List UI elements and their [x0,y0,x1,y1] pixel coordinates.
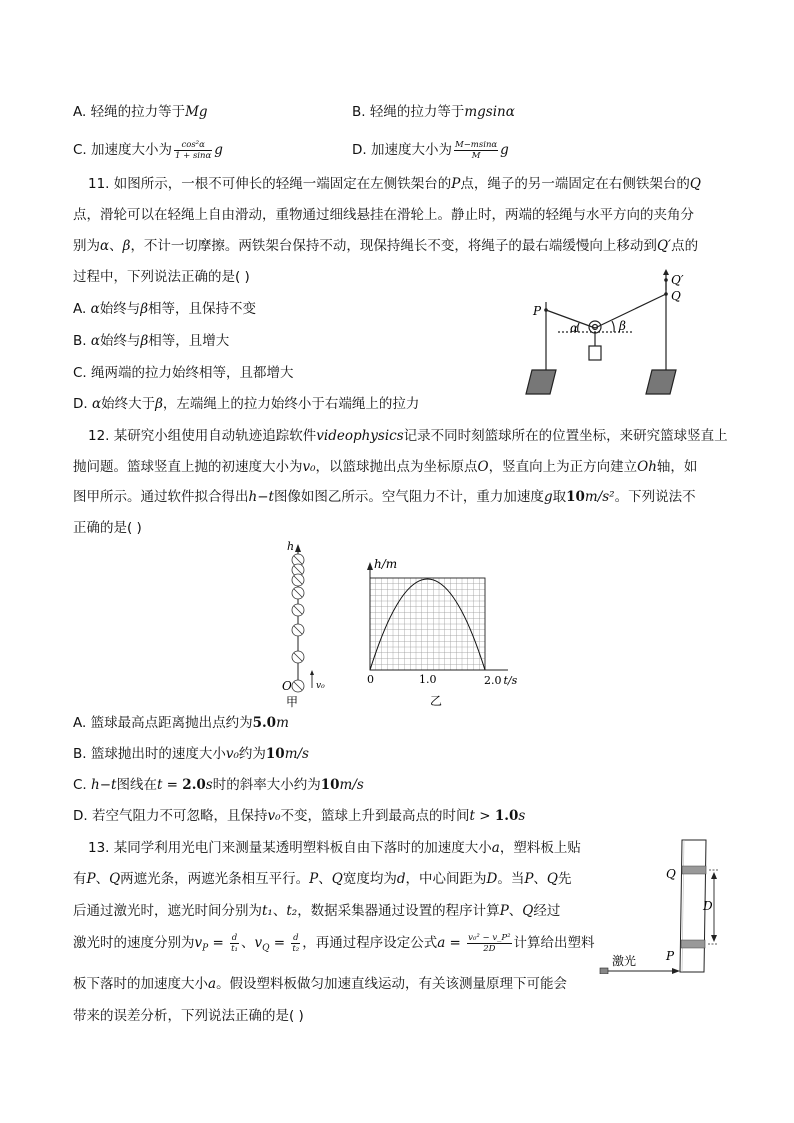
label-alpha: α [570,321,579,335]
q11-stands-figure [522,266,692,398]
tick-2 [484,674,518,687]
weight-block [589,346,601,360]
point-q-dot [664,292,668,296]
q11-option-c: C. 绳两端的拉力始终相等，且都增大 [73,365,294,381]
q12-stem-line4: 正确的是( ) [73,520,142,536]
q12-stem-line3: 图甲所示。通过软件拟合得出h−t图像如图乙所示。空气阻力不计，重力加速度g取10m/s²。下列说法不 [73,489,696,505]
label-v0: v₀ [316,681,325,691]
point-q-prime-dot [664,278,668,282]
label-q: Q [671,289,681,303]
fraction: $\frac{M-msin\alpha}{M}$ [454,139,498,161]
label-p: P [533,304,542,318]
caption-yi: 乙 [430,694,443,708]
q10-option-a: A. 轻绳的拉力等于Mg [73,104,208,120]
rope-right [595,294,666,328]
caption-jia: 甲 [286,695,299,709]
q12-option-a: A. 篮球最高点距离抛出点约为5.0m [73,715,289,731]
left-stand-base [526,370,556,394]
q11-stem-line1: 11. 如图所示，一根不可伸长的轻绳一端固定在左侧铁架台的P点，绳子的另一端固定在右侧铁架台的Q [88,176,701,192]
q13-stem-line2: 有P、Q两遮光条，两遮光条相互平行。P、Q宽度均为d，中心间距为D。当P、Q先 [73,871,572,887]
tick-1: 1.0 [419,673,437,686]
q12-option-d: D. 若空气阻力不可忽略，且保持v₀不变，篮球上升到最高点的时间t > 1.0s [73,808,526,824]
x-axis-label: t/s [503,674,518,687]
label-laser: 激光 [612,954,637,968]
tick-2-value: 2.0 [484,674,502,687]
label-q: Q [666,867,676,881]
laser-source [600,968,608,974]
q11-option-d: D. α始终大于β，左端绳上的拉力始终小于右端绳上的拉力 [73,396,420,412]
q13-stem-line3: 后通过激光时，遮光时间分别为t₁、t₂，数据采集器通过设置的程序计算P、Q经过 [73,903,561,919]
label-origin: O [282,679,292,693]
strip-q [682,866,706,874]
label-h: h [287,540,295,553]
q10-option-b: B. 轻绳的拉力等于mgsinα [352,104,515,120]
point-p-dot [544,308,548,312]
q12-figure-jia [278,540,338,712]
q11-stem-line2: 点，滑轮可以在轻绳上自由滑动，重物通过细线悬挂在滑轮上。静止时，两端的轻绳与水平方向的夹角分 [73,207,694,223]
q13-stem-line1: 13. 某同学利用光电门来测量某透明塑料板自由下落时的加速度大小a，塑料板上贴 [88,840,581,856]
q11-stem-line3: 别为α、β，不计一切摩擦。两铁架台保持不动，现保持绳长不变，将绳子的最右端缓慢向上移动到Q′点的 [73,238,699,254]
q13-stem-line6: 带来的误差分析，下列说法正确的是( ) [73,1008,304,1024]
q13-stem-line5: 板下落时的加速度大小a。假设塑料板做匀加速直线运动，有关该测量原理下可能会 [73,976,568,992]
label-d: D [703,899,713,913]
q13-stem-line4: 激光时的速度分别为$v_P$ = $\frac{d}{\text{t₁}}$ 、$v_Q$ = $\frac{d}{\text{t₂}}$ ，再通过程序设定公式a = $\frac{\text{v₀² − v\_P²}}{2D}$ 计算给出塑料 [73,932,595,954]
y-axis-label: h/m [374,557,398,571]
strip-p [681,940,705,948]
y-axis-arrow [367,562,373,570]
tick-0: 0 [367,673,374,686]
fraction: $\frac{d}{\text{t₂}}$ [292,932,300,954]
q10-option-c: C. 加速度大小为 $\frac{\text{cos²α}}{1 + \sin\alpha}$ g [73,139,223,161]
fraction: $\frac{\text{cos²α}}{1 + \sin\alpha}$ [175,139,212,161]
q11-option-b: B. α始终与β相等，且增大 [73,333,230,349]
q12-option-c: C. h−t图线在t = 2.0s时的斜率大小约为10m/s [73,777,364,793]
label-q-prime: Q′ [671,273,684,287]
label-beta: β [619,319,626,333]
q13-board-figure [596,838,720,974]
fraction: $\frac{\text{v₀² − v\_P²}}{2D}$ [468,932,511,954]
q11-stem-line4: 过程中，下列说法正确的是( ) [73,269,250,285]
beta-arc [612,321,614,332]
fraction: $\frac{d}{\text{t₁}}$ [231,932,238,954]
q12-figure-yi-graph [358,556,518,708]
q12-option-b: B. 篮球抛出时的速度大小v₀约为10m/s [73,746,309,762]
q12-stem-line1: 12. 某研究小组使用自动轨迹追踪软件videophysics记录不同时刻篮球所在的位置坐标，来研究篮球竖直上 [88,428,728,444]
q12-stem-line2: 抛问题。篮球竖直上抛的初速度大小为v₀，以篮球抛出点为坐标原点O，竖直向上为正方向建立Oh轴，如 [73,459,698,475]
label-p: P [666,949,675,963]
h-axis-arrow [295,544,301,552]
q10-option-d: D. 加速度大小为 $\frac{M-msin\alpha}{M}$ g [352,139,509,161]
right-stand-base [646,370,676,394]
q11-option-a: A. α始终与β相等，且保持不变 [73,301,257,317]
